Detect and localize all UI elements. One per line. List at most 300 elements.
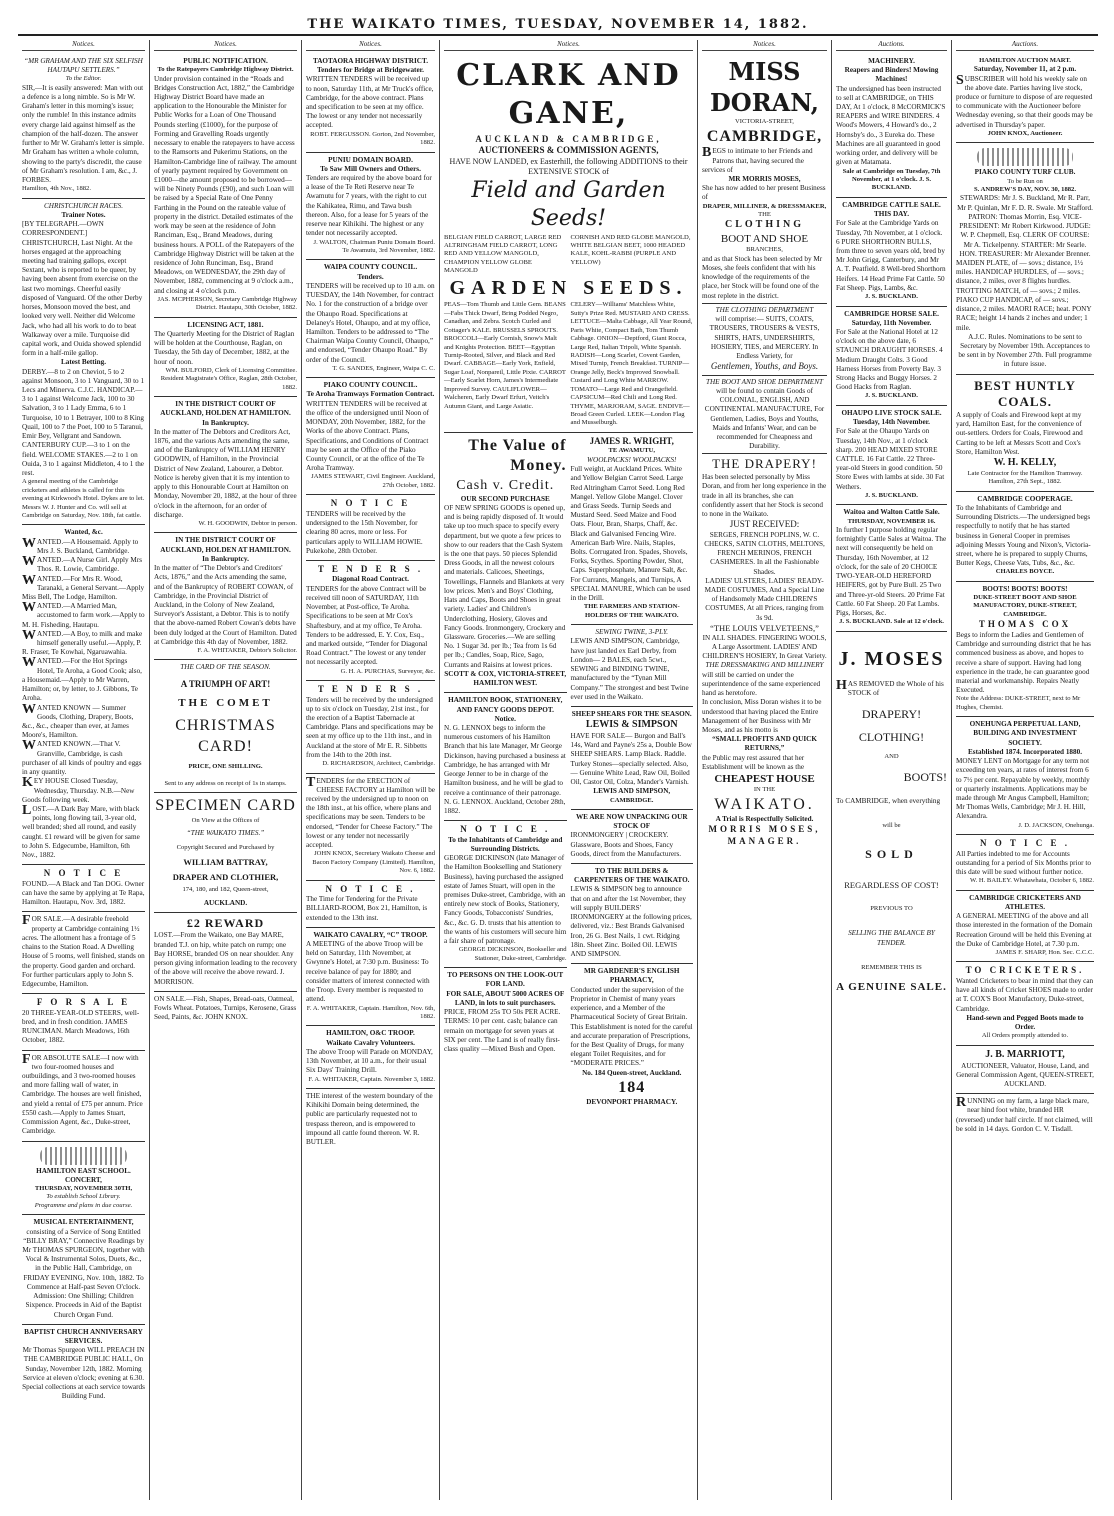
columns [18, 40, 1098, 1500]
kelly-sub: Late Contractor for the Hamilton Tramway. Hamilton, 27th Sept., 1882. [967, 469, 1083, 486]
horse-body: For Sale at the National Hotel at 12 o'clock on the above date, 6 STAUNCH DRAUGHT HORSES. 4 Medium Draught Colts. 3 Good Harness Horses from Poverty Bay. 3 Strong Hacks and Buggy Horses. 2 Good Hacks from Raglan. [836, 327, 943, 392]
field-seeds-b: CORNISH AND RED GLOBE MANGOLD, WHITE BELGIAN BEET, 1000 HEADED KALE, KOHL-RABBI (PURPLE AND YELLOW) [570, 233, 691, 266]
ls2-address: CAMBRIDGE. [610, 796, 654, 804]
coals-title: BEST HUNTLY COALS. [974, 377, 1076, 410]
wright-ad [571, 433, 694, 625]
forabs-ad [22, 1051, 145, 1142]
public-title: PUBLIC NOTIFICATION. [183, 56, 268, 65]
letter-to: To the Editor. [65, 75, 102, 83]
taotaora-body: WRITTEN TENDERS will be received up to noon, Saturday 11th, at Mr Truck's office, Cambridge, for the above contract. Plans and specification to be seen at my office. The lowest or any tender not necessarily accepted. [306, 75, 434, 130]
bailey-body: All Parties indebted to me for Accounts outstanding for a period of Six Months prior to this date will be sued without further notice. [956, 849, 1091, 877]
clark-sub: AUCKLAND & CAMBRIDGE, [475, 133, 662, 144]
taotaora-sign: ROBT. FERGUSSON. Gorton, 2nd November, 1882. [310, 130, 435, 147]
cattle-sub: THIS DAY. [873, 210, 910, 219]
forsale2-body: 20 THREE-YEAR-OLD STEERS, well-bred, and in fresh condition. JAMES RUNCIMAN. March Meadows, 16th October, 1882. [22, 1008, 140, 1045]
conclusion-body2: the Public may rest assured that her Establishment will be known as the [702, 753, 805, 771]
turf-ad [956, 143, 1094, 374]
troop-body: The above Troop will Parade on MONDAY, 13th November, at 10 a.m., for their usual Six Days' Training Drill. [306, 1047, 433, 1075]
mart-body: SUBSCRIBER will hold his weekly sale on the above date. Parties having live stock, produce or furniture to dispose of are requested to communicate with the Auctioneer before Wednesday evening, so that their goods may be advertised in Thursday's paper. [956, 72, 1093, 129]
strayed-body: RUNNING on my farm, a large black mare, near hind foot white, branded HR (reversed) under half circle. If not claimed, will be sold in 14 days. Gordon C. V. Tisdall. [956, 1095, 1093, 1133]
cooperage-ad [956, 492, 1094, 582]
piako-title: PIAKO COUNTY COUNCIL. [323, 381, 418, 390]
onehunga-ad [956, 717, 1094, 835]
court-title: IN THE DISTRICT COURT OF AUCKLAND, HOLDEN AT HAMILTON. [160, 400, 291, 418]
battray-body: Copyright Secured and Purchased by [176, 844, 275, 852]
bailey-title: N O T I C E . [980, 838, 1070, 849]
battray-trade: DRAPER AND CLOTHIER, [172, 871, 279, 882]
boot-dept-title: THE BOOT AND SHOE DEPARTMENT [705, 377, 823, 386]
letter-sign: Hamilton, 4th Nov., 1882. [22, 185, 91, 193]
promptly-text: All Orders promptly attended to. [981, 1032, 1069, 1040]
cox-name: THOMAS COX [978, 619, 1072, 630]
waitoa-sign: J. S. BUCKLAND. Sale at 12 o'clock. [839, 618, 944, 626]
specimen-body: On View at the Offices of [191, 816, 260, 824]
column-4-5 [440, 40, 698, 1500]
moses-boots: BOOTS! [903, 769, 947, 784]
public-sub: To the Ratepayers Cambridge Highway District. [157, 66, 294, 74]
divider [702, 375, 827, 376]
column-2 [150, 40, 302, 1500]
comet-price: PRICE, ONE SHILLING. [188, 763, 263, 771]
coals-ad [956, 375, 1094, 492]
cavalry-sign: F. A. WHITAKER, Captain. Hamilton, Nov. 6th, 1882. [306, 1004, 435, 1020]
ohaupo-ad [836, 406, 947, 505]
doran-address: VICTORIA-STREET, [735, 118, 794, 126]
horse-ad [836, 307, 947, 406]
letter-body: SIR,—It is easily answered: Man with out a defence is a long nimble. So is Mr W. Graham's letter in this morning's issue; only the rumble! In this instance admits every charge laid against himself as the champion of the half-dozen. The answer further to Mr W. Graham's letter is simple. Mr Graham has written a whole column, showing to the party's discredit, the cause of Mr Graham's resolution. I am, &c., J. FORBES. [22, 83, 145, 185]
clothing-dept-body: will comprise:— SUITS, COATS, TROUSERS, TROUSERS & VESTS, SHIRTS, HATS, UNDERSHIRTS, HOSIERY, TIES, and MERCERY. In Endless Variety, for [709, 315, 820, 360]
general-body: A general meeting of the Cambridge cricketers and athletes is called for this evening at Kirkwood's Hotel. Dykes are to let. Messrs W. J. Hunter and Co. will sell at Cambridge on Saturday, Nov. 18th, fat cattle. [22, 478, 145, 519]
land-sub: FOR SALE, ABOUT 5000 ACRES OF LAND, in lots to suit purchasers. [446, 989, 565, 1007]
velveteens-title: “THE LOUIS VELVETEENS,” [710, 622, 819, 633]
notice-body: FOUND.—A Black and Tan DOG. Owner can have the same by applying at Te Rapa, Hamilton. Hautapu, Nov. 3rd, 1882. [22, 879, 145, 907]
boots-title: BOOTS! BOOTS! BOOTS! [982, 584, 1068, 593]
wanted-item: WANTED.—For the Hot Springs Hotel, Te Aroha, a Good Cook; also, a Housemaid.—Apply to Mr Warren, Hamilton; or, by letter, to J. Gibbons, Te Aroha. [22, 655, 142, 703]
column-3 [302, 40, 440, 1500]
cricket-title: CAMBRIDGE CRICKETERS AND ATHLETES. [969, 893, 1081, 911]
specimen-title: SPECIMEN CARD [155, 797, 296, 815]
manager-sign: MORRIS MOSES, MANAGER. [708, 824, 821, 846]
lennox-body: N. G. LENNOX begs to inform the numerous customers of his Hamilton Branch that his late Manager, Mr George Dickinson, having purchased a business at Cambridge, he has arranged with Mr George Jenner to be in charge of the Hamilton business, and he will be glad to receive a continuance of their patronage. N. G. LENNOX. Auckland, October 28th, 1882. [444, 723, 566, 815]
musical-title: MUSICAL ENTERTAINMENT, [33, 1218, 134, 1227]
doran-boot: BOOT AND SHOE [720, 233, 809, 246]
domain-body: THE interest of the western boundary of the Kihikihi Domain being determined, the public are particularly requested not to trespass thereon, and is empowered to impound all cattle found thereon. W. R. BUTLER. [306, 1091, 433, 1147]
ulsters-body: LADIES' ULSTERS, LADIES' READY-MADE COSTUMES, And a Special Line of Handsomely Made CHILDREN'S COSTUMES, At all Prices, ranging from 3s 9d. [704, 576, 825, 622]
value-sign: SCOTT & COX, VICTORIA-STREET, HAMILTON WEST. [444, 669, 567, 688]
horse-icon [977, 148, 1074, 166]
coals-body: A supply of Coals and Firewood kept at my yard, Hamilton East, for the convenience of out-settlers. Orders for Coals, Firewood and Carting to be left at Messrs Scott and Cox's Store, Hamilton West. [956, 410, 1083, 456]
column-heading: Notices. [306, 40, 435, 51]
moses-ad [836, 632, 947, 999]
masthead: THE WAIKATO TIMES, TUESDAY, NOVEMBER 14, 1882. [18, 14, 1098, 36]
ls-body: HAVE FOR SALE— Burgon and Ball's 14s, Ward and Payne's 25s a, Double Bow SHEEP SHEARS. Lamp Black. Raddle. Turkey Stones—specially selected. Also,— Genuine White Lead, Raw Oil, Boiled Oil, Castor Oil, Colza, Mander's Varnish. [570, 731, 692, 787]
seeds-title: Field and Garden Seeds! [471, 178, 666, 232]
baptist-body: Mr Thomas Spurgeon WILL PREACH IN THE CAMBRIDGE PUBLIC HALL, On Sunday, November 12th, 1882. Morning Service at eleven o'clock; evening at 6.30. Special collections at each service towards Building Fund. [22, 1346, 145, 1401]
pharmacy-ad [571, 964, 694, 1111]
clark-title: CLARK AND GANE, [456, 57, 681, 132]
onehunga-established: Established 1874. Incorporated 1880. [967, 747, 1082, 756]
field-seeds-a: BELGIAN FIELD CARROT, LARGE RED ALTRINGHAM FIELD CARROT, LONG RED AND YELLOW MANGOLD, CHAMPION YELLOW GLOBE MANGOLD [444, 233, 562, 275]
musical-body: consisting of a Service of Song Entitled “BILLY BRAY,” Connective Readings by Mr THOMAS SPURGEON, together with Vocal & Instrumental Solos, Duets, &c., in the Public Hall, Cambridge, on FRIDAY EVENING, Nov. 10th, 1882. To Commence at Half-past Seven O'clock. Admission: One Shilling; Children Sixpence. Proceeds in Aid of the Baptist Church Organ Fund. [22, 1227, 145, 1319]
bailey-ad [956, 835, 1094, 891]
doran-branches: BRANCHES, [746, 246, 783, 254]
drapery-title: THE DRAPERY! [712, 456, 817, 472]
licensing-body: The Quarterly Meeting for the District of Raglan will be holden at the Courthouse, Raglan, on Tuesday, the 5th day of December, 1882, at the hour of noon. [154, 329, 295, 366]
cavalry-title: WAIKATO CAVALRY, “C” TROOP. [313, 930, 428, 939]
inhabitants-body: GEORGE DICKINSON (late Manager of the Hamilton Bookselling and Stationery Business), having purchased the assigned estate of James Stuart, will open in the premises Duke-street, Cambridge, with an entirely new stock of Books, Stationery, Fancy Goods, Tobacconists' Sundries, &c., &c. G. D. trusts that his attention to the wants of his customers will secure him a fair share of patronage. [444, 854, 567, 946]
cattle-sign: J. S. BUCKLAND. [865, 293, 918, 301]
mart-title: HAMILTON AUCTION MART. [979, 56, 1071, 64]
comet-title: THE CARD OF THE SEASON. [180, 663, 271, 672]
machinery-sign: Sale at Cambridge on Tuesday, 7th November, at 1 o'clock. J. S. BUCKLAND. [842, 167, 941, 192]
cricket-sign: JAMES F. SHARP, Hon. Sec. C.C.C. [995, 949, 1094, 957]
builders-ad [571, 864, 694, 964]
genuine-sale: A GENUINE SALE. [836, 981, 947, 994]
cricket-ad [956, 891, 1094, 963]
clark-role: AUCTIONEERS & COMMISSION AGENTS, [478, 145, 659, 156]
taotaora-title: TAOTAORA HIGHWAY DISTRICT. [312, 56, 429, 65]
piako-body: WRITTEN TENDERS will be received at the office of the undersigned until Noon of MONDAY, 20th November, 1882, for the Works of the above Contract. Plans, Specifications, and Conditions of Contract may be seen at the Office of the Piako County Council, or at the office of the Te Aroha Tramway. [306, 399, 430, 473]
shears-ad [571, 707, 694, 810]
reward-ad [154, 913, 297, 992]
waipa-title: WAIPA COUNTY COUNCIL. [323, 263, 418, 272]
public-sign: JAS. MCPHERSON, Secretary Cambridge Highway District. Hautapu, 30th October, 1882. [157, 295, 297, 312]
doran-body: BEGS to intimate to her Friends and Patrons that, having secured the services of [702, 145, 813, 174]
tenders2-ad [306, 681, 435, 773]
land-title: TO PERSONS ON THE LOOK-OUT FOR LAND. [447, 971, 564, 989]
court2-body: In the matter of “The Debtor's and Creditors' Acts, 1876,” and the Acts amending the same, and of the Bankruptcy of ROBERT COWAN, of Cambridge, in the Provincial District of Auckland, in the Colony of New Zealand, Surveyor's Assistant, a Debtor. This is to notify that the above-named Robert Cowan's debts have been duly lodged at the Court of Hamilton. Dated at Cambridge this 4th day of November, 1882. [154, 564, 297, 646]
comet-sub: A TRIUMPH OF ART! [180, 678, 271, 689]
notice3-title: N O T I C E [330, 498, 411, 509]
column-heading: Auctions. [836, 40, 947, 51]
forsale2-title: F O R S A L E [36, 997, 131, 1008]
wanted-item: WANTED.—A Nurse Girl. Apply Mrs Thos. R. Lowie, Cambridge. [22, 554, 143, 574]
wanted-item: WANTED.—For Mrs R. Wood, Taranaki, a General Servant.—Apply Miss Bell, The Lodge, Hamilton. [22, 572, 145, 601]
cricket-body: A GENERAL MEETING of the above and all those interested in the formation of the Domain Recreation Ground will be held this Evening at the Duke of Cambridge Hotel, at 7.30 p.m. [956, 912, 1093, 948]
onsale-body: ON SALE.—Fish, Shapes, Bread-oats, Oatmeal, Fowls Wheat. Potatoes, Turnips, Kerosene, Grass Seed, Paints, &c. JOHN KNOX. [154, 994, 297, 1022]
inhabitants-sign: GEORGE DICKINSON, Bookseller and Stationer, Duke-street, Cambridge. [458, 946, 567, 962]
conclusion-body: In conclusion, Miss Doran wishes it to be understood that having placed the Entire Management of her Business with Mr Moses, and as his motto is [702, 698, 822, 734]
turf-sub: To be Run on [1007, 177, 1043, 185]
waitoa-body: In further I purpose holding regular fortnightly Cattle Sales at Waitoa. The next will consequently be held on Thursday, 16th November, at 12 o'clock, for the sale of 20 CHOICE TWO-YEAR-OLD HEREFORD HEIFERS, got by Pure Bull. 25 Two and Three-yr-old Steers. 20 Prime Fat Cattle. 60 Fat Sheep. 20 Fat Lambs. Pigs, Horses, &c. [836, 525, 947, 617]
cheese-ad [306, 774, 435, 881]
divider [702, 303, 827, 304]
horse-date: Saturday, 11th November. [851, 318, 932, 327]
comet-stamps: Sent to any address on receipt of 1s in stamps. [164, 779, 287, 787]
taotaora-ad [306, 54, 435, 153]
public-body: Under provision contained in the “Roads and Bridges Construction Act, 1882,” the Cambridge Highway District Board have made an application to the Honourable the Minister for Public Works for a Loan of One Thousand Pounds sterling (£1000), for the purpose of Forming and Gravelling Roads urgently necessary to enable the ratepayers to have access to the Ramsorts and Pukerimu Stations, on the Hamilton-Cambridge line of railway. The amount of yearly payment required by Government on £1000—the amount proposed to be borrowed—will be Ninety Pounds (£90), and such Loan will be raised by a Special Rate of One Penny Farthing in the Pound on the rateable value of property in the district. Detailed estimates of the work may be seen at the residence of John Ranciman, Esq., Brand Meadows, during business hours. A POLL of the Ratepayers of the Cambridge Highway District will be taken at the residence of John Runciman, Esq., Brand Meadows, on WEDNESDAY, the 29th day of November, 1882, commencing at 9 o'clock a.m., and closing at 4 o'clock p.m. [154, 74, 297, 295]
concert-title: CONCERT, [65, 1175, 102, 1184]
wanted-item: LOST.—A Dark Bay Mare, with black points, long flowing tail, 3-year old, well branded; shed all round, and easily caught. £1 reward will be given for same to John S. Edgecumbe, Hamilton, 6th Nov., 1882. [22, 802, 140, 860]
troop-sub: Waikato Cavalry Volunteers. [326, 1038, 415, 1047]
clark-intro: HAVE NOW LANDED, ex Easterhill, the following ADDITIONS to their EXTENSIVE STOCK of [449, 156, 688, 176]
ohaupo-date: Tuesday, 14th November. [853, 418, 930, 427]
battray-city: AUCKLAND. [203, 898, 248, 907]
clark-gane-ad [444, 54, 693, 433]
onehunga-sign: J. D. JACKSON, Onehunga. [1018, 821, 1094, 829]
unpacking-title: WE ARE NOW UNPACKING OUR STOCK OF [575, 812, 688, 831]
comet-ad [154, 660, 297, 793]
machinery-sub: Reapers and Binders! Mowing Machines! [844, 66, 939, 84]
wanted-item: WANTED KNOWN.—That V. Granville, Cambridge, is cash purchaser of all kinds of poultry and eggs in any quantity. [22, 738, 142, 777]
unpacking-body: IRONMONGERY | CROCKERY. Glassware, Boots and Shoes, Fancy Goods, direct from the Manufacturers. [570, 831, 682, 858]
moses-clothing: CLOTHING! [858, 730, 925, 744]
trainer-title: Trainer Notes. [61, 210, 106, 219]
baptist-title: BAPTIST CHURCH ANNIVERSARY SERVICES. [24, 1327, 143, 1345]
newspaper-page [18, 14, 1098, 1504]
onehunga-body: MONEY LENT on Mortgage for any term not exceeding ten years, at rates of interest from 6 to 7½ per cent. Repayable by weekly, monthly or quarterly instalments. Applications may be made through Mr Angus Campbell, Hamilton; Mr Thomas Wells, Cambridge; Mr J. H. Hill, Alexandra. [956, 757, 1090, 821]
column-8 [952, 40, 1098, 1500]
doran-title: MISS DORAN, [709, 56, 820, 117]
shears-title: SHEEP SHEARS FOR THE SEASON. [571, 709, 692, 718]
sold-title: SOLD [865, 846, 918, 861]
boots-ad [956, 582, 1094, 717]
cricketers-ad [956, 962, 1094, 1045]
doran-trades: DRAPER, MILLINER, & DRESSMAKER, [702, 202, 827, 210]
value-money-ad [444, 433, 567, 693]
moses-drapery: DRAPERY! [861, 706, 922, 721]
betting-body: DERBY.—8 to 2 on Cheviot, 5 to 2 against Monsoon, 3 to 1 Vanguard, 30 to 1 Lecs and Minerva. C.J.C. HANDICAP.—3 to 1 against Welcome Jack, 100 to 30 Salvation, 3 to 1 Lady Emma, 6 to 1 Turquoise, 10 to 1 Betrayer, 100 to 8 King Quail, 100 to 7 the Poet, 100 to 5 Taranui, Emir Bey, Vellgrant and Sandown. CANTERBURY CUP.—3 to 1 on the field. WELCOME STAKES.—2 to 1 on Ouida, 3 to 1 against Middleton, 4 to 1 the rest. [22, 367, 145, 478]
diagonal-body: TENDERS for the above Contract will be received till noon of SATURDAY, 11th November, at Post-office, Te Aroha. Specifications to be seen at Mr Cox's Shaftesbury, and at my office, Te Aroha. Tenders to be addressed, E. Y. Cox, Esq., and marked outside, “Tender for Diagonal Road Contract.” The lowest or any tender not necessarily accepted. [306, 584, 428, 667]
handsewn-text: Hand-sewn and Pegged Boots made to Order. [966, 1013, 1084, 1032]
doran-body2: She has now added to her present Business of [702, 184, 826, 202]
pharmacy-body: Conducted under the supervision of the Proprietor in Chemist of many years experience, and a Member of the Pharmaceutical Society of Great Britain. This Establishment is noted for the careful and accurate preparation of Prescriptions, for the Best Quality of Drugs, for many elegant Toilet Requisites, and for “MODERATE PRICES.” [570, 985, 693, 1068]
diagonal-ad [306, 561, 435, 681]
unpacking-ad [571, 810, 694, 864]
moses-will: will be [882, 822, 901, 830]
just-received-body: SERGES, FRENCH POPLINS, W. C. CHECKS, SATIN CLOTHS, MELTONS, FRENCH MERINOS, FRENCH CASHMERES. In all the Fashionable Shades. [704, 530, 825, 576]
forsale2-ad [22, 994, 145, 1050]
court2-title: IN THE DISTRICT COURT OF AUCKLAND, HOLDEN AT HAMILTON. [160, 536, 291, 554]
concert-purpose: To establish School Library. [46, 1193, 121, 1201]
piako-ad [306, 378, 435, 495]
remember-text: REMEMBER THIS IS [861, 963, 922, 971]
doran-the: THE [758, 211, 771, 219]
dressmaking-title: THE DRESSMAKING AND MILLINERY [705, 661, 824, 670]
boot-dept-body: will be found to contain Goods of COLONIAL, ENGLISH, AND CONTINENTAL MANUFACTURE, For Gentlemen, Ladies, Boys and Youths, Maids and Infants' Wear, and can be recommended for Cheapness and Durability. [704, 386, 825, 451]
cheese-sign: JOHN KNOX, Secretary Waikato Cheese and Bacon Factory Company (Limited). Hamilton, Nov. 6, 1882. [312, 850, 435, 875]
notice-billiard-ad [306, 881, 435, 928]
doran-city: CAMBRIDGE, [706, 127, 823, 145]
twine-ad [571, 625, 694, 707]
small-profits: “SMALL PROFITS AND QUICK RETURNS,” [712, 735, 817, 753]
battray-address: 174, 180, and 182, Queen-street, [182, 886, 269, 894]
ls2-title: LEWIS AND SIMPSON, [593, 787, 671, 796]
twine-body: LEWIS AND SIMPSON, Cambridge, have just landed ex Earl Derby, from London— 2 BALES, each 5cwt., SEWING and BINDING TWINE, manufactured by the “Tynan Mill Company.” The strongest and best Twine ever used in the Waikato. [570, 637, 689, 701]
wanted-item: WANTED.—A Married Man, accustomed to farm work.—Apply to M. H. Fisheding, Hautapu. [22, 600, 145, 629]
moses-and: AND [884, 753, 899, 761]
letter-ad [22, 54, 145, 199]
doran-ad [702, 54, 827, 851]
ls-title: LEWIS & SIMPSON [585, 719, 678, 731]
turf-races: MAIDEN PLATE, of — sovs.; distance, 1½ miles. HANDICAP HURDLES, of — sovs.; distance, 2 miles, over 8 flights hurdles. TROTTING MATCH, of — sovs.; 2 miles. PIAKO CUP HANDICAP, of — sovs.; distance, 2 miles. MAORI RACE; heat. PONY RACE; height 14 hands 2 inches and under; 1 mile. [956, 258, 1092, 332]
twine-title: SEWING TWINE, 3-PLY. [595, 628, 669, 637]
wanted-ad [22, 525, 145, 865]
mart-date: Saturday, November 11, at 2 p.m. [973, 65, 1077, 74]
cheapest-house: CHEAPEST HOUSE [714, 773, 815, 786]
cricketers-body: Wanted Cricketers to bear in mind that they can have all kinds of Cricket SHOES made to order at T. COX'S Boot Manufactory, Duke-street, Cambridge. [956, 976, 1094, 1013]
selling-balance: SELLING THE BALANCE BY TENDER. [848, 929, 935, 947]
column-heading: Notices. [444, 40, 693, 51]
court2-ad [154, 533, 297, 660]
land-ad [444, 968, 567, 1058]
notice3-body: TENDERS will be received by the undersigned to the 15th November, for clearing 80 acres, more or less. For particulars apply to WILLIAM HOWIE. Pukekohe, 28th October. [306, 509, 423, 555]
wright-address: TE AWAMUTU, [608, 447, 656, 455]
divider [702, 453, 827, 454]
cooperage-sign: CHARLES BOYCE. [995, 568, 1055, 576]
wanted-list [22, 535, 145, 861]
piako-sub: Te Aroha Tramways Formation Contract. [306, 390, 435, 399]
comet-name: THE COMET [178, 697, 273, 710]
baptist-ad [22, 1325, 145, 1406]
column-heading: Notices. [154, 40, 297, 51]
drapery-body: Has been selected personally by Miss Doran, and from her long experience in the trade in all its branches, she can confidently assert that her Stock is second to none in the Waikato. [702, 473, 827, 518]
clothing-dept-title: THE CLOTHING DEPARTMENT [715, 305, 814, 314]
wright-body: Full weight, at Auckland Prices. White and Yellow Belgian Carrot Seed. Large Red Altringham Carrot Seed. Long Red Mangel. Yellow Globe Mangel. Clover and Grass Seeds. Turnip Seeds and Mustard Seed. Seed Maize and Food Oats. Flour, Bran, Sharps, Chaff, &c. Black and Galvanised Fencing Wire. American Barb Wire. Nails, Staples, Bolts. Corrugated Iron. Spades, Shovels, Forks, Scythes. Sporting Powder, Shot, Caps. Superphosphate, Manure Salt, &c. For Currants, Mangels, and Turnips, A SPECIAL MANURE, Which can be used in the Drill. [570, 465, 691, 603]
column-heading: Notices. [22, 40, 145, 51]
concert-programme: Programme and plans in due course. [34, 1201, 133, 1209]
onsale-ad [154, 992, 297, 1027]
public-notification-ad [154, 54, 297, 318]
forsale-body: FOR SALE.—A desirable freehold property at Cambridge containing 1½ acres. The allotment has a frontage of 5 chains to the Station Road. A Dwelling House of 5 rooms, well finished, stands on the property. Good garden and orchard. For further particulars apply to John S. Edgecumbe, Hamilton. [22, 913, 145, 988]
column-6 [698, 40, 832, 1500]
doran-clothing: CLOTHING [724, 219, 804, 231]
specimen-paper: “THE WAIKATO TIMES.” [186, 829, 265, 838]
piako-sign: JAMES STEWART, Civil Engineer. Auckland, 27th October, 1882. [311, 473, 435, 489]
pharmacy-address: No. 184 Queen-street, Auckland. [582, 1068, 682, 1077]
notice-title: N O T I C E [43, 868, 124, 879]
column-7 [832, 40, 952, 1500]
bailey-sign: W. H. BAILEY. Whatawhata, October 6, 1882. [969, 877, 1094, 885]
pharmacy-sign: DEVONPORT PHARMACY. [586, 1098, 678, 1107]
troop-sign: F. A. WHITAKER, Captain. November 3, 1882. [308, 1075, 435, 1083]
doran-name: MR MORRIS MOSES, [728, 174, 801, 183]
races-body: [BY TELEGRAPH.—OWN CORRESPONDENT.] CHRISTCHURCH, Last Night. At the horses engaged at the approaching meeting had training gallops, except Sextant, who is reported to be queer, by having been absent from exercise on the last two mornings. Cheerful easily disposed of Vanguard. Of the other Derby horses, Monsoon moved the best, and looked very well. Neither did Welcome Jack, who had all his work to do to beat Walkaway over a mile. Turquoise did capital work, and Ouida showed splendid form in a half-mile gallop. [22, 220, 143, 358]
cox-address: Note the Address: DUKE-STREET, next to Mr Hughes, Chemist. [956, 695, 1081, 711]
wanted-item: WANTED.—A Housemaid. Apply to Mrs J. S. Buckland, Cambridge. [22, 535, 139, 555]
diagonal-sign: G. H. A. PURCHAS, Surveyor, &c. [340, 667, 435, 675]
puniu-sign: J. WALTON, Chairman Puniu Domain Board. Te Awamutu, 3rd November, 1882. [313, 238, 435, 254]
races-ad [22, 199, 145, 526]
moses-body: HAS REMOVED the Whole of his STOCK of [836, 678, 944, 698]
just-received: JUST RECEIVED: [729, 519, 800, 530]
betting-title: Latest Betting. [60, 358, 107, 367]
doran-body3: and as that Stock has been selected by Mr Moses, she feels confident that with his knowledge of the requirements of the place, her Stock will be found one of the most replete in the district. [702, 254, 823, 300]
mart-sign: JOHN KNOX, Auctioneer. [987, 129, 1063, 137]
waitoa-title: Waitoa and Walton Cattle Sale. [843, 508, 940, 517]
strayed-ad [956, 1094, 1094, 1138]
licensing-sign: WM. BULFORD, Clerk of Licensing Committee. Resident Magistrate's Office, Raglan, 28th October, 1882. [160, 366, 297, 391]
waipa-body: TENDERS will be received up to 10 a.m. on TUESDAY, the 14th November, for contract No. 1 for the construction of a bridge over the Ohaupo Road. Specifications at Delaney's Hotel, Ohaupo, and at my office, Hamilton. Tenders to be addressed to “The Chairman Waipa County Council, Ohaupo,” and endorsed, “Tender Ohaupo Road.” By order of the Council. [306, 281, 435, 364]
cavalry-ad [306, 928, 435, 1027]
lennox-title: HAMILTON BOOK, STATIONERY, AND FANCY GOODS DEPOT. [448, 696, 563, 714]
races-title: CHRISTCHURCH RACES. [43, 201, 124, 210]
moses-to: To CAMBRIDGE, when everything [836, 797, 941, 806]
cooperage-title: CAMBRIDGE COOPERAGE. [977, 494, 1073, 503]
taotaora-sub: Tenders for Bridge at Bridgewater. [317, 66, 424, 75]
field-seeds [444, 234, 693, 276]
waikato-title: WAIKATO. [714, 795, 815, 813]
mart-ad [956, 54, 1094, 143]
column-1 [18, 40, 150, 1500]
reward-title: £2 REWARD [186, 916, 265, 931]
column-heading: Auctions. [956, 40, 1094, 51]
diagonal-title: T E N D E R S . [317, 563, 424, 574]
court-sub: In Bankruptcy. [202, 418, 249, 427]
tenders2-sign: D. RICHARDSON, Architect, Cambridge. [322, 760, 435, 768]
garden-seeds-b: CELERY—Williams' Matchless White, Sutty's Prize Red. MUSTARD AND CRESS. LETTUCE—Malta Cabbage, All Year Round, Paris White, Compact Bath, Tom Thumb Cabbage. ONION—Deptford, Giant Rocca, Large Red, Italian Tripoli, White Spanish. RADISH—Long Scarlet, Covent Garden, Mixed Turnip, French Breakfast. TURNIP—Orange Jelly, Beck's Improved Snowball. Custard and Long White MARROW. TOMATO—Large Red and Orangefield. CAPSICUM—Red Chili and Long Red. THYME, MARJORAM, SAGE. ENDIVE—Broad Green Curled. LEEK—London Flag and Musselburgh. [570, 301, 693, 427]
left-half [444, 433, 567, 1112]
wanted-item: WANTED KNOWN — Summer Goods, Clothing, Drapery, Boots, &c., &c., cheaper than ever, at James Moore's, Hamilton. [22, 701, 134, 740]
turf-body: STEWARDS: Mr J. S. Buckland, Mr R. Parr, Mr P. Quinlan, Mr F. D. R. Swale. Mr Stafford. PATRON: Thomas Morrin, Esq. VICE-PRESIDENT: Mr Robert Kirkwood. JUDGE: W. P. Chepmell, Esq. CLERK OF COURSE: Mr A. Tickelpenny. STARTER: Mr Searle. HON. TREASURER: Mr Alexander Brenner. [957, 194, 1093, 258]
machinery-body: The undersigned has been instructed to sell at CAMBRIDGE, on THIS DAY, At 1 o'clock, 8 McCORMICK'S REAPERS and WIRE BINDERS. 4 Wood's Mowers, 4 Howard's do., 2 Hornsby's do., 3 Eureka do. These Machines are all guaranteed in good working order, and delivery will be given at Matamata. [836, 84, 946, 167]
licensing-ad [154, 318, 297, 397]
wanted-title: Wanted, &c. [64, 528, 103, 537]
waitoa-ad [836, 505, 947, 631]
inhabitants-ad [444, 821, 567, 968]
tenders2-title: T E N D E R S . [317, 684, 424, 695]
wright-title: JAMES R. WRIGHT, [589, 435, 674, 446]
forabs-body: FOR ABSOLUTE SALE—I now with two four-roomed houses and outbuildings, and 3 two-roomed houses and more falling wall of water, in Cambridge. The houses are well finished, and yield a rental of £75 per annum. Price £550 cash.—Apply to James Stuart, Commission Agent, &c., Duke-street, Cambridge. [22, 1051, 143, 1136]
forsale-ad [22, 912, 145, 994]
tenders2-body: Tenders will be received by the undersigned up to six o'clock on Tuesday, 21st inst., for the erection of a Baptist Tabernacle at Cambridge. Plans and specifications may be seen at my office up to the 11th inst., and in Auckland at the store of Mr E. R. Sibbetts from the 14th to the 20th inst. [306, 695, 434, 759]
troop-ad [306, 1026, 435, 1089]
marriott-name: J. B. MARRIOTT, [985, 1048, 1065, 1060]
pharmacy-number: 184 [618, 1078, 646, 1096]
ohaupo-body: For Sale at the Ohaupo Yards on Tuesday, 14th Nov., at 1 o'clock sharp. 200 HEAD MIXED STORE CATTLE. 16 Fat Cattle. 22 Three-year-old Steers in good condition. 50 Store Ewes with lambs at side. 30 Fat Wethers. [836, 427, 945, 491]
wright-sub: WOOLPACKS! WOOLPACKS! [587, 455, 677, 464]
lennox-sub: Notice. [494, 714, 516, 723]
concert-date: THURSDAY, NOVEMBER 30TH, [34, 1185, 133, 1193]
waipa-sign: T. G. SANDES, Engineer, Waipa C. C. [332, 364, 435, 372]
billiard-body: The Time for Tendering for the Private BILLIARD-ROOM, Box 21, Hamilton, is extended to the 13th inst. [306, 895, 428, 922]
cheese-body: TENDERS for the ERECTION of CHEESE FACTORY at Hamilton will be received by the undersigned up to noon on the 18th inst., at his office, where plans and specifications may be seen. Tenders to be endorsed, “Tender for Cheese Factory.” The lowest or any tender not necessarily accepted. [306, 774, 436, 850]
regardless-title: REGARDLESS OF COST! [844, 880, 939, 891]
waipa-ad [306, 260, 435, 378]
previous-to: PREVIOUS TO [870, 905, 913, 913]
column-heading: Notices. [702, 40, 827, 51]
puniu-sub: To Saw Mill Owners and Others. [320, 164, 421, 173]
moses-title: J. MOSES [838, 647, 945, 670]
garden-seeds [444, 301, 693, 428]
value-body: OF NEW SPRING GOODS is opened up, and is being rapidly disposed of. It would take up too much space to specify every department, but we quote a few prices to show to our readers that the Cash System is the one that pays. 50 pieces Splendid Dress Goods, in all the newest colours and materials. Calicoes, Sheetings, Towellings, Flannels and Blankets at very low prices. Men's and Boys' Clothing, Hats and Caps, Boots and Shoes in great variety. Ladies' and Children's Underclothing, Hosiery, Gloves and Fancy Goods. Ironmongery, Crockery and Glassware. Groceries.—We are selling No. 1 Sugar 3d. per lb.; Tea from 1s 6d per lb.; Candles, Soap, Rice, Sago, Currants and Raisins at lowest prices. [444, 503, 566, 669]
notice-ad [22, 865, 145, 912]
cooperage-body: To the Inhabitants of Cambridge and Surrounding Districts.—The undersigned begs respectfully to notify that he has started business in General Cooper in premises adjoining Messrs Young and Nixon's, Victoria-street, where he is prepared to supply Churns, Butter Kegs, Cheese Vats, Tubs, &c., &c. [956, 503, 1091, 568]
kelly-name: W. H. KELLY, [993, 456, 1057, 468]
puniu-ad [306, 153, 435, 261]
clothing-dept-for: Gentlemen, Youths, and Boys. [710, 361, 819, 372]
cattle-ad [836, 198, 947, 307]
court-sign: W. H. GOODWIN, Debtor in person. [198, 519, 297, 527]
wright-sign: THE FARMERS AND STATION-HOLDERS OF THE WAIKATO. [583, 603, 680, 619]
diagonal-sub: Diagonal Road Contract. [332, 575, 409, 584]
court-body: In the matter of The Debtors and Creditors Act, 1876, and the various Acts amending the same, and of the Bankruptcy of WILLIAM HENRY GOODWIN, of Hamilton, in the Provincial District of New Zealand, Labourer, a Debtor. Notice is hereby given that it is my intention to apply to this Honourable Court at Hamilton on Monday, November 20, 1882, at the hour of three o'clock in the afternoon, for an order of discharge. [154, 427, 297, 519]
wanted-item: WANTED.—A Boy, to milk and make himself generally useful.—Apply, P. R. Fraser, Te Kowhai, Ngaruawahia. [22, 627, 143, 657]
boots-sub: DUKE-STREET BOOT AND SHOE MANUFACTORY, DUKE-STREET, CAMBRIDGE. [973, 594, 1077, 618]
wanted-item: KEY HOUSE Closed Tuesday, Wednesday, Thursday. N.B.—New Goods following week. [22, 775, 135, 804]
musical-ad [22, 1215, 145, 1324]
billiard-title: N O T I C E . [325, 883, 416, 894]
inhabitants-title: N O T I C E . [460, 824, 551, 835]
dressmaking-body: will still be carried on under the superintendence of the same experienced hand as heretofore. [702, 670, 821, 698]
court2-sub: In Bankruptcy. [202, 554, 249, 563]
builders-body: LEWIS & SIMPSON beg to announce that on and after the 1st November, they will supply BUILDERS' IRONMONGERY at the following prices, delivered, viz.: Best Brands Galvanised Iron, 26 G. Best Nails, 1 cwt. Ridging 18in. Sheet Zinc. Boiled Oil. LEWIS AND SIMPSON. [570, 885, 692, 959]
specimen-ad [154, 793, 297, 913]
troop-title: HAMILTON, O&C TROOP. [326, 1029, 415, 1038]
horse-title: CAMBRIDGE HORSE SALE. [844, 309, 939, 318]
lower-split [444, 433, 693, 1112]
in-the: IN THE [753, 786, 776, 794]
